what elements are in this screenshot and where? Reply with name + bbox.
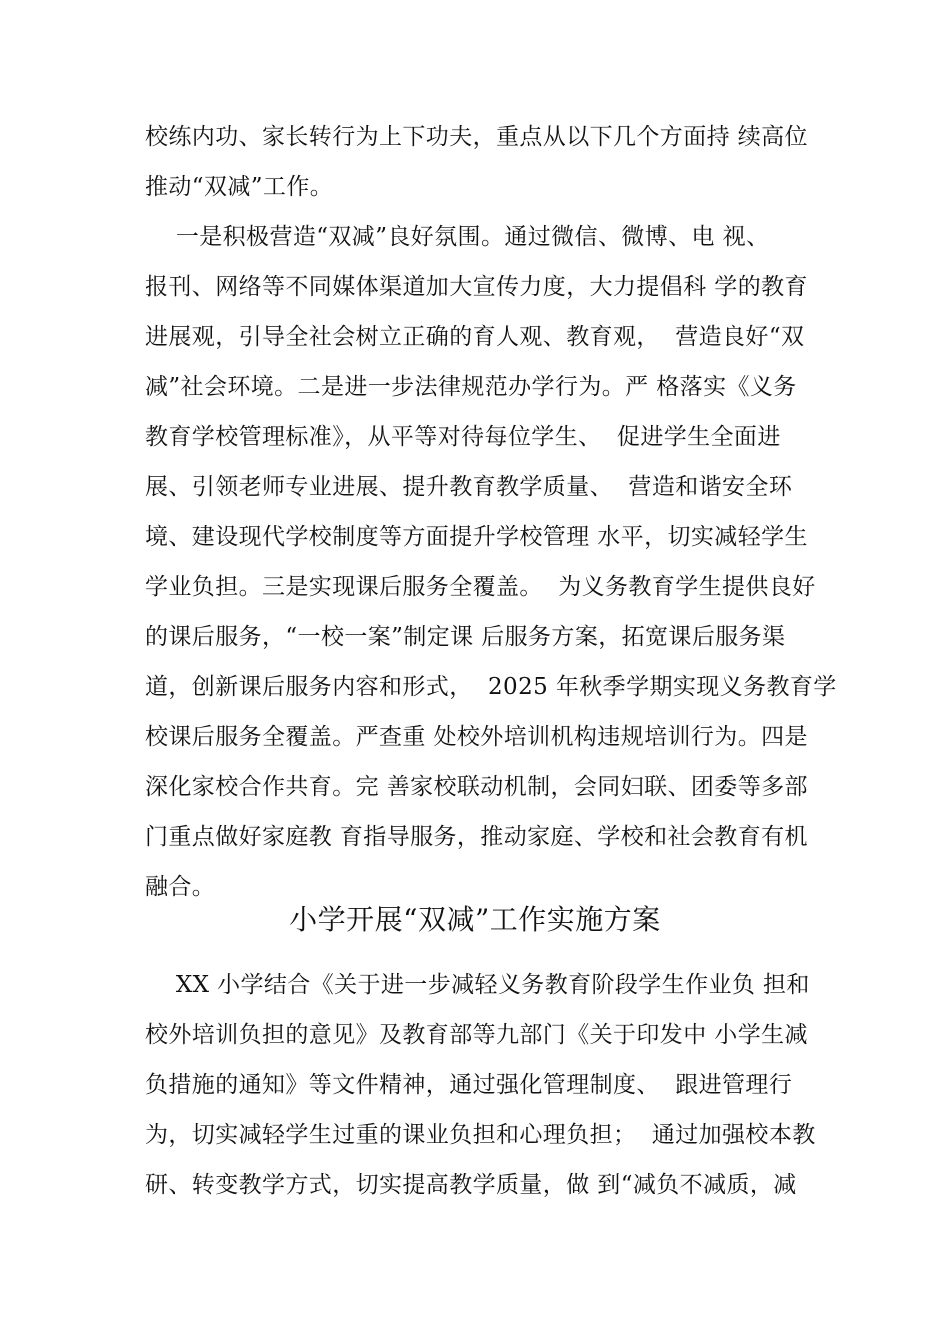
paragraph-line: 校练内功、家长转行为上下功夫，重点从以下几个方面持 续高位	[145, 124, 808, 150]
paragraph-line: 研、转变教学方式，切实提高教学质量，做 到“减负不减质，减	[145, 1172, 797, 1198]
paragraph-line: 境、建设现代学校制度等方面提升学校管理 水平，切实减轻学生	[145, 524, 808, 550]
paragraph-line: 推动“双减”工作。	[145, 174, 334, 200]
paragraph-line: 门重点做好家庭教 育指导服务，推动家庭、学校和社会教育有机	[145, 824, 808, 850]
paragraph-line: 展、引领老师专业进展、提升教育教学质量、 营造和谐安全环	[145, 474, 793, 500]
paragraph-line: 的课后服务，“一校一案”制定课 后服务方案，拓宽课后服务渠	[145, 624, 786, 650]
document-title: 小学开展“双减”工作实施方案	[289, 903, 661, 936]
paragraph-line: 深化家校合作共育。完 善家校联动机制，会同妇联、团委等多部	[145, 774, 808, 800]
paragraph-line: 融合。	[145, 874, 216, 900]
paragraph-line: 教育学校管理标准》，从平等对待每位学生、 促进学生全面进	[145, 424, 781, 450]
paragraph-line: 为，切实减轻学生过重的课业负担和心理负担； 通过加强校本教	[145, 1122, 816, 1148]
paragraph-line: 道，创新课后服务内容和形式， 2025 年秋季学期实现义务教育学	[145, 674, 837, 700]
paragraph-line: 校课后服务全覆盖。严查重 处校外培训机构违规培训行为。四是	[145, 724, 808, 750]
paragraph-line: XX 小学结合《关于进一步减轻义务教育阶段学生作业负 担和	[145, 972, 810, 998]
paragraph-line: 减”社会环境。二是进一步法律规范办学行为。严 格落实《义务	[145, 374, 797, 400]
paragraph-line: 一是积极营造“双减”良好氛围。通过微信、微博、电 视、	[145, 224, 770, 250]
paragraph-line: 进展观，引导全社会树立正确的育人观、教育观， 营造良好“双	[145, 324, 805, 350]
paragraph-line: 学业负担。三是实现课后服务全覆盖。 为义务教育学生提供良好	[145, 574, 816, 600]
paragraph-line: 报刊、网络等不同媒体渠道加大宣传力度，大力提倡科 学的教育	[145, 274, 808, 300]
paragraph-line: 负措施的通知》等文件精神，通过强化管理制度、 跟进管理行	[145, 1072, 793, 1098]
paragraph-line: 校外培训负担的意见》及教育部等九部门《关于印发中 小学生减	[145, 1022, 808, 1048]
